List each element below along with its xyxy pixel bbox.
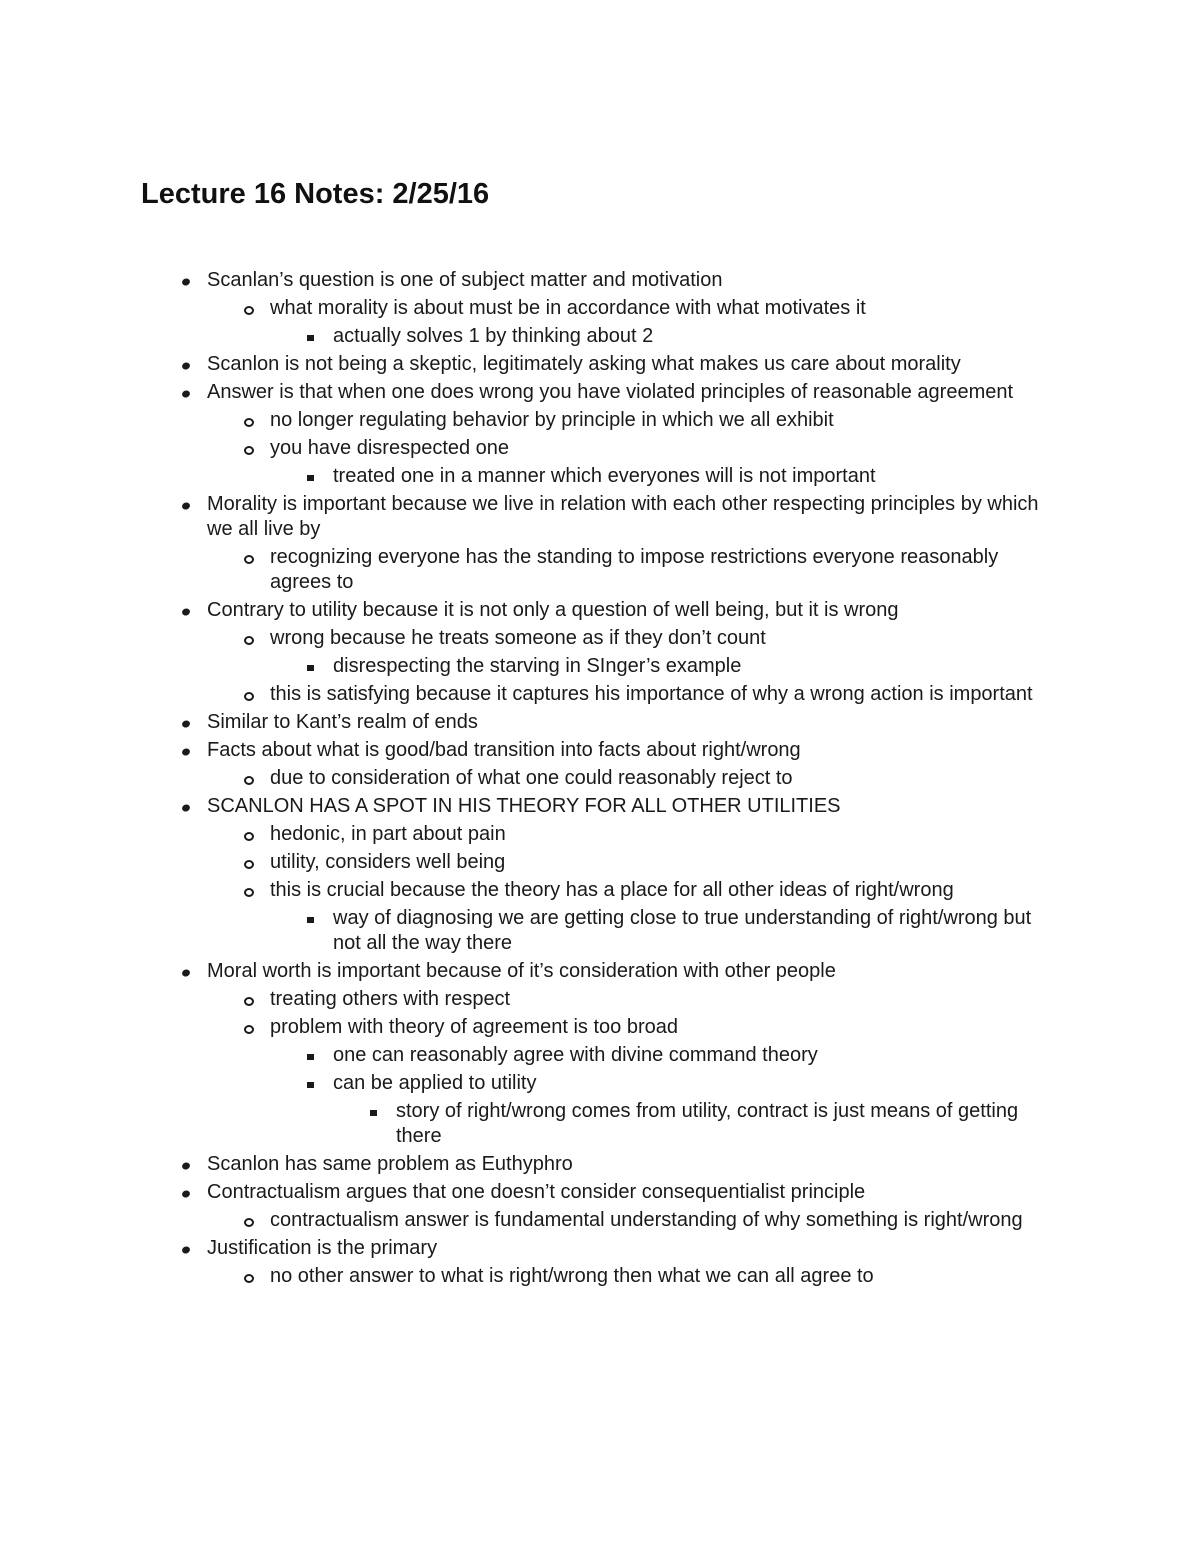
list-item: [333, 651, 1053, 679]
page-title: Lecture 16 Notes: 2/25/16: [141, 178, 490, 210]
hollow-circle-bullet-icon: [244, 555, 254, 564]
list-item: [270, 984, 1050, 1012]
list-item: [270, 875, 1050, 903]
list-item: [270, 623, 1050, 651]
list-item-text: hedonic, in part about pain: [270, 823, 506, 845]
list-item: [207, 377, 1057, 405]
list-item: [207, 1233, 1057, 1261]
square-bullet-icon: [307, 1054, 314, 1060]
list-item: [333, 1068, 1053, 1096]
square-bullet-icon: [307, 475, 314, 481]
list-item: [207, 1149, 1057, 1177]
list-item: [270, 763, 1050, 791]
hollow-circle-bullet-icon: [244, 888, 254, 897]
filled-circle-bullet-icon: [181, 277, 191, 286]
hollow-circle-bullet-icon: [244, 997, 254, 1006]
list-item-text: can be applied to utility: [333, 1072, 537, 1094]
list-item-text: this is satisfying because it captures his importance of why a wrong action is important: [270, 683, 1033, 705]
list-item: [270, 819, 1050, 847]
square-bullet-icon: [307, 917, 314, 923]
list-item: [270, 542, 1050, 595]
list-item: [333, 321, 1053, 349]
list-item: [207, 791, 1057, 819]
filled-circle-bullet-icon: [181, 1189, 191, 1198]
list-item-text: Justification is the primary: [207, 1237, 438, 1259]
list-item-text: wrong because he treats someone as if they don’t count: [270, 627, 766, 649]
list-item-text: Scanlan’s question is one of subject matter and motivation: [207, 269, 723, 291]
filled-circle-bullet-icon: [181, 361, 191, 370]
list-item-text: disrespecting the starving in SInger’s example: [333, 655, 742, 677]
filled-circle-bullet-icon: [181, 968, 191, 977]
list-item: [270, 1012, 1050, 1040]
list-item: [270, 847, 1050, 875]
list-item-text: utility, considers well being: [270, 851, 506, 873]
list-item-text: treating others with respect: [270, 988, 511, 1010]
list-item: [270, 1261, 1050, 1289]
square-bullet-icon: [307, 665, 314, 671]
list-item-text: you have disrespected one: [270, 437, 510, 459]
square-bullet-icon: [370, 1110, 377, 1116]
square-bullet-icon: [307, 335, 314, 341]
list-item-text: what morality is about must be in accordance with what motivates it: [270, 297, 866, 319]
list-item-text: problem with theory of agreement is too broad: [270, 1016, 678, 1038]
square-bullet-icon: [307, 1082, 314, 1088]
list-item: [207, 1177, 1057, 1205]
list-item: [207, 735, 1057, 763]
hollow-circle-bullet-icon: [244, 860, 254, 869]
list-item-text: story of right/wrong comes from utility, contract is just means of getting there: [396, 1100, 1019, 1147]
list-item-text: Similar to Kant’s realm of ends: [207, 711, 478, 733]
list-item: [207, 707, 1057, 735]
list-item-text: one can reasonably agree with divine command theory: [333, 1044, 818, 1066]
list-item-text: recognizing everyone has the standing to impose restrictions everyone reasonably agrees to: [270, 546, 999, 593]
filled-circle-bullet-icon: [181, 1245, 191, 1254]
list-item-text: actually solves 1 by thinking about 2: [333, 325, 654, 347]
list-item: [270, 293, 1050, 321]
hollow-circle-bullet-icon: [244, 1025, 254, 1034]
list-item: [270, 679, 1050, 707]
list-item: [207, 349, 1057, 377]
list-item: [333, 461, 1053, 489]
list-item: [270, 433, 1050, 461]
filled-circle-bullet-icon: [181, 747, 191, 756]
list-item-text: Scanlon is not being a skeptic, legitimately asking what makes us care about morality: [207, 353, 961, 375]
list-item-text: Scanlon has same problem as Euthyphro: [207, 1153, 573, 1175]
list-item: [207, 956, 1057, 984]
filled-circle-bullet-icon: [181, 607, 191, 616]
list-item-text: Moral worth is important because of it’s consideration with other people: [207, 960, 836, 982]
list-item: [207, 489, 1057, 542]
list-item-text: this is crucial because the theory has a place for all other ideas of right/wrong: [270, 879, 954, 901]
filled-circle-bullet-icon: [181, 501, 191, 510]
list-item: [270, 405, 1050, 433]
list-item-text: way of diagnosing we are getting close to true understanding of right/wrong but not all the way there: [333, 907, 1032, 954]
notes-list: [0, 265, 1200, 1289]
filled-circle-bullet-icon: [181, 803, 191, 812]
list-item: [207, 265, 1057, 293]
hollow-circle-bullet-icon: [244, 776, 254, 785]
hollow-circle-bullet-icon: [244, 636, 254, 645]
hollow-circle-bullet-icon: [244, 418, 254, 427]
list-item-text: no other answer to what is right/wrong then what we can all agree to: [270, 1265, 874, 1287]
hollow-circle-bullet-icon: [244, 306, 254, 315]
hollow-circle-bullet-icon: [244, 1274, 254, 1283]
filled-circle-bullet-icon: [181, 719, 191, 728]
list-item: [333, 1040, 1053, 1068]
list-item-text: Facts about what is good/bad transition into facts about right/wrong: [207, 739, 801, 761]
hollow-circle-bullet-icon: [244, 832, 254, 841]
list-item-text: due to consideration of what one could reasonably reject to: [270, 767, 793, 789]
list-item: [270, 1205, 1050, 1233]
filled-circle-bullet-icon: [181, 389, 191, 398]
list-item-text: no longer regulating behavior by principle in which we all exhibit: [270, 409, 834, 431]
list-item-text: Contractualism argues that one doesn’t consider consequentialist principle: [207, 1181, 866, 1203]
list-item: [207, 595, 1057, 623]
hollow-circle-bullet-icon: [244, 446, 254, 455]
list-item: [396, 1096, 1056, 1149]
list-item-text: contractualism answer is fundamental understanding of why something is right/wrong: [270, 1209, 1023, 1231]
list-item-text: treated one in a manner which everyones will is not important: [333, 465, 876, 487]
filled-circle-bullet-icon: [181, 1161, 191, 1170]
hollow-circle-bullet-icon: [244, 692, 254, 701]
list-item-text: Contrary to utility because it is not only a question of well being, but it is wrong: [207, 599, 899, 621]
list-item-text: SCANLON HAS A SPOT IN HIS THEORY FOR ALL OTHER UTILITIES: [207, 795, 841, 817]
list-item-text: Answer is that when one does wrong you have violated principles of reasonable agreement: [207, 381, 1014, 403]
list-item: [333, 903, 1053, 956]
list-item-text: Morality is important because we live in relation with each other respecting principles by which we all live by: [207, 493, 1039, 540]
hollow-circle-bullet-icon: [244, 1218, 254, 1227]
